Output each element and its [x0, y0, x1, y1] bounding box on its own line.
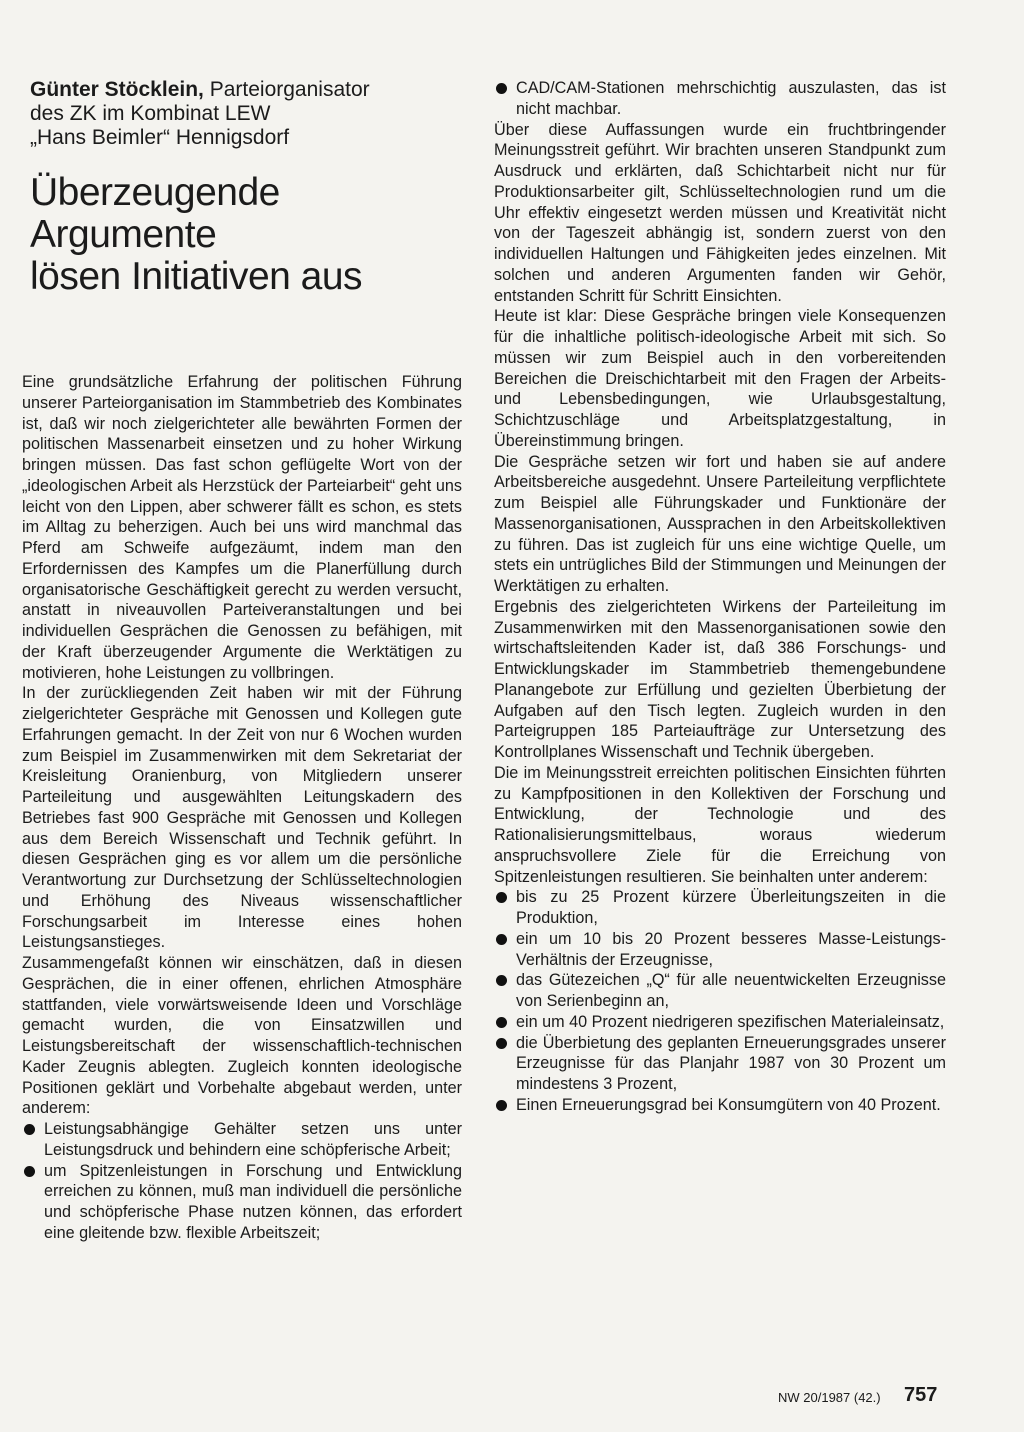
right-column — [494, 78, 946, 1116]
paragraph: Eine grundsätzliche Erfahrung der politischen Führung unserer Parteiorganisation im Stammbetrieb des Kombinates ist, daß wir noch zielgerichteter alle bewährten Formen der politischen Massenarbeit einsetzen und zu hoher Wirkung bringen müssen. Das fast schon geflügelte Wort von der „ideologischen Arbeit als Herzstück der Parteiarbeit“ geht uns leicht von den Lippen, aber schwerer fällt es schon, es stets im Alltag zu beherzigen. Auch bei uns wird manchmal das Pferd am Schweife aufgezäumt, indem man den Erfordernissen des Kampfes um die Planerfüllung durch organisatorische Geschäftigkeit gerecht zu werden versucht, anstatt in niveauvollen Parteiveranstaltungen und bei individuellen Gesprächen die Genossen zu befähigen, mit der Kraft überzeugender Argumente die Werktätigen zu motivieren, hohe Leistungen zu vollbringen. — [22, 373, 462, 682]
paragraph: In der zurückliegenden Zeit haben wir mit der Führung zielgerichteter Gespräche mit Genossen und Kollegen gute Erfahrungen gemacht. In der Zeit von nur 6 Wochen wurden zum Beispiel im Zusammenwirken mit dem Sekretariat der Kreisleitung Oranienburg, von Mitgliedern unserer Parteileitung und ausgewählten Leitungskadern des Betriebes fast 900 Gespräche mit Genossen und Kollegen aus dem Bereich Wissenschaft und Technik geführt. In diesen Gesprächen ging es vor allem um die persönliche Verantwortung zur Durchsetzung der Schlüsseltechnologien und Erhöhung des Niveaus wissenschaftlicher Forschungsarbeit im Interesse eines hohen Leistungsanstieges. — [22, 684, 462, 952]
bullet-dot-icon — [24, 1124, 35, 1135]
author-name: Günter Stöcklein, — [30, 78, 204, 101]
bullet-text: CAD/CAM-Stationen mehrschichtig auszulasten, das ist nicht machbar. — [516, 79, 946, 118]
byline-line-3: „Hans Beimler“ Hennigsdorf — [30, 126, 290, 149]
bullet-item — [22, 1161, 462, 1244]
byline-line-2: des ZK im Kombinat LEW — [30, 102, 271, 125]
bullet-item — [494, 970, 946, 1012]
page-number: 757 — [904, 1384, 938, 1406]
bullet-dot-icon — [496, 892, 507, 903]
bullet-dot-icon — [496, 1017, 507, 1028]
byline-line-1 — [30, 78, 462, 102]
headline-line-2: lösen Initiativen aus — [30, 255, 363, 298]
bullet-text: die Überbietung des geplanten Erneuerungsgrades unserer Erzeugnisse für das Planjahr 1987 von 30 Prozent um mindestens 3 Prozent, — [516, 1033, 946, 1093]
bullet-dot-icon — [496, 934, 507, 945]
bullet-list — [22, 1119, 462, 1244]
paragraph: Die Gespräche setzen wir fort und haben sie auf andere Arbeitsbereiche ausgedehnt. Unsere Parteileitung verpflichtete zum Beispiel alle Führungskader und Funktionäre der Massenorganisationen, Aussprachen in den Arbeitskollektiven zu führen. Das ist zugleich für uns eine wichtige Quelle, um stets ein untrügliches Bild der Stimmungen und Meinungen der Werktätigen zu erhalten. — [494, 452, 946, 595]
paragraph: Die im Meinungsstreit erreichten politischen Einsichten führten zu Kampfpositionen in den Kollektiven der Forschung und Entwicklung, der Technologie und des Rationalisierungsmittelbaus, woraus wiederum anspruchsvollere Ziele für die Erreichung von Spitzenleistungen resultieren. Sie beinhalten unter anderem: — [494, 763, 946, 886]
byline — [30, 78, 462, 150]
paragraph: Heute ist klar: Diese Gespräche bringen viele Konsequenzen für die inhaltliche politisch-ideologische Arbeit mit sich. So müssen wir zum Beispiel auch in den vorbereitenden Bereichen die Dreischichtarbeit mit den Fragen der Arbeits- und Lebensbedingungen, wie Urlaubsgestaltung, Schichtzuschläge und Arbeitsplatzgestaltung, in Übereinstimmung bringen. — [494, 307, 946, 450]
paragraph: Ergebnis des zielgerichteten Wirkens der Parteileitung im Zusammenwirken mit den Massenorganisationen sowie den wirtschaftsleitenden Kader ist, daß 386 Forschungs- und Entwicklungskader im Stammbetrieb themengebundene Planangebote zur Erfüllung und gezielten Überbietung der Aufgaben auf den Tisch legten. Zugleich wurden in den Parteigruppen 185 Parteiaufträge zur Untersetzung des Kontrollplanes Wissenschaft und Technik übergeben. — [494, 597, 946, 761]
article-headline — [30, 172, 462, 298]
author-role: Parteiorganisator — [203, 78, 370, 101]
left-body — [22, 372, 462, 1244]
bullet-dot-icon — [496, 1038, 507, 1049]
bullet-text: bis zu 25 Prozent kürzere Überleitungszeiten in die Produktion, — [516, 888, 946, 927]
bullet-text: das Gütezeichen „Q“ für alle neuentwickelten Erzeugnisse von Serienbeginn an, — [516, 971, 946, 1010]
left-column — [22, 78, 462, 1244]
headline-line-1: Überzeugende Argumente — [30, 171, 280, 256]
issue-label: NW 20/1987 (42.) — [778, 1390, 881, 1405]
bullet-list — [494, 887, 946, 1115]
bullet-text: um Spitzenleistungen in Forschung und Entwicklung erreichen zu können, muß man individuell die persönliche und schöpferische Phase nutzen können, das erfordert eine gleitende bzw. flexible Arbeitszeit; — [44, 1161, 462, 1242]
paragraph: Zusammengefaßt können wir einschätzen, daß in diesen Gesprächen, die in einer offenen, ehrlichen Atmosphäre stattfanden, viele vorwärtsweisende Ideen und Vorschläge gemacht wurden, die von Einsatzwillen und Leistungsbereitschaft der wissenschaftlich-technischen Kader Zeugnis ablegten. Zugleich konnten ideologische Positionen geklärt und Vorbehalte abgebaut werden, unter anderem: — [22, 954, 462, 1118]
bullet-item — [494, 929, 946, 971]
bullet-item — [22, 1119, 462, 1161]
bullet-list — [494, 78, 946, 120]
bullet-text: Einen Erneuerungsgrad bei Konsumgütern von 40 Prozent. — [516, 1095, 941, 1114]
bullet-item — [494, 78, 946, 120]
bullet-item — [494, 887, 946, 929]
bullet-item — [494, 1012, 946, 1033]
bullet-dot-icon — [496, 83, 507, 94]
bullet-text: ein um 40 Prozent niedrigeren spezifischen Materialeinsatz, — [516, 1012, 945, 1031]
bullet-item — [494, 1095, 946, 1116]
bullet-item — [494, 1033, 946, 1095]
bullet-dot-icon — [496, 1100, 507, 1111]
bullet-text: Leistungsabhängige Gehälter setzen uns unter Leistungsdruck und behindern eine schöpferische Arbeit; — [44, 1120, 462, 1159]
page-footer — [0, 1384, 1024, 1414]
bullet-dot-icon — [24, 1166, 35, 1177]
bullet-text: ein um 10 bis 20 Prozent besseres Masse-Leistungs-Verhältnis der Erzeugnisse, — [516, 929, 946, 969]
paragraph: Über diese Auffassungen wurde ein fruchtbringender Meinungsstreit geführt. Wir brachten unseren Standpunkt zum Ausdruck und erklärten, daß Schichtarbeit nicht nur für Produktionsarbeiter gilt, Schlüsseltechnologien rund um die Uhr effektiv eingesetzt werden müssen und Kreativität nicht von der Tageszeit abhängig ist, sondern zuerst von den individuellen Haltungen und Fähigkeiten jedes einzelnen. Mit solchen und anderen Argumenten fanden wir Gehör, entstanden Schritt für Schritt Einsichten. — [494, 120, 946, 305]
bullet-dot-icon — [496, 975, 507, 986]
